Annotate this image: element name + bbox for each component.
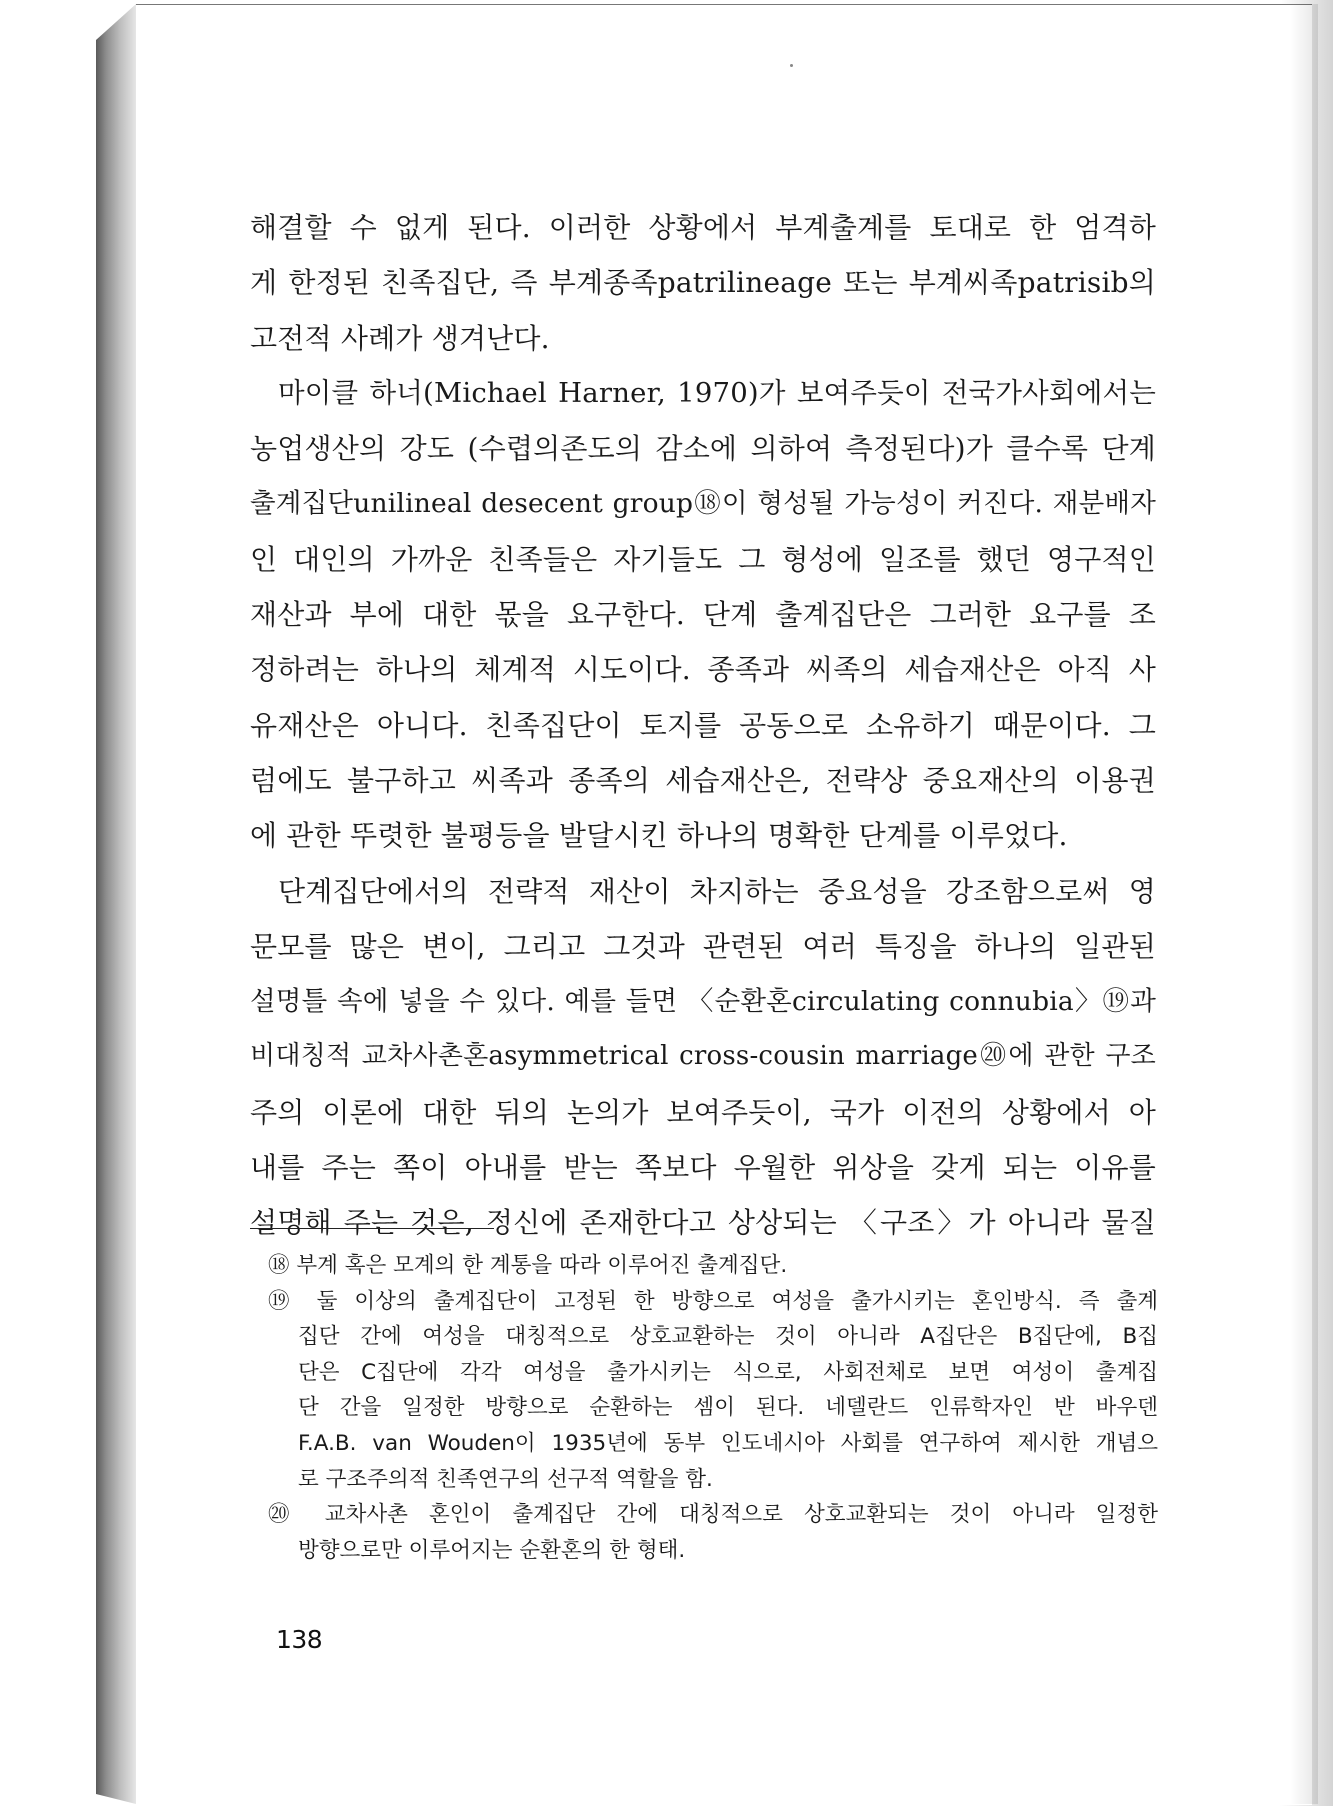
body-line: 고전적 사례가 생겨난다. (250, 321, 550, 355)
body-line: 게 한정된 친족집단, 즉 부계종족patrilineage 또는 부계씨족patrisib의 (250, 266, 1156, 300)
footnote-19-continuation: 로 구조주의적 친족연구의 선구적 역할을 함. (298, 1466, 713, 1492)
body-line: 단계집단에서의 전략적 재산이 차지하는 중요성을 강조함으로써 영 (278, 874, 1156, 908)
body-line: 설명틀 속에 넣을 수 있다. 예를 들면 〈순환혼circulating connubia〉⑲과 (250, 986, 1156, 1018)
body-line: 내를 주는 쪽이 아내를 받는 쪽보다 우월한 위상을 갖게 되는 이유를 (250, 1151, 1156, 1185)
book-spine-edge (96, 4, 136, 1804)
body-line: 정하려는 하나의 체계적 시도이다. 종족과 씨족의 세습재산은 아직 사 (250, 653, 1156, 687)
footnote-19-continuation: F.A.B. van Wouden이 1935년에 동부 인도네시아 사회를 연구하여 제시한 개념으 (298, 1430, 1158, 1456)
body-text (250, 200, 1156, 1251)
body-line: 비대칭적 교차사촌혼asymmetrical cross-cousin marriage⑳에 관한 구조 (250, 1041, 1156, 1072)
body-line: 인 대인의 가까운 친족들은 자기들도 그 형성에 일조를 했던 영구적인 (250, 542, 1156, 576)
body-line: 주의 이론에 대한 뒤의 논의가 보여주듯이, 국가 이전의 상황에서 아 (250, 1095, 1156, 1129)
page-number: 138 (276, 1625, 323, 1654)
body-line: 해결할 수 없게 된다. 이러한 상황에서 부계출계를 토대로 한 엄격하 (250, 211, 1156, 244)
body-line: 럼에도 불구하고 씨족과 종족의 세습재산은, 전략상 중요재산의 이용권 (250, 763, 1156, 797)
footnote-18: ⑱ 부계 혹은 모계의 한 계통을 따라 이루어진 출계집단. (268, 1253, 788, 1278)
footnote-20-continuation: 방향으로만 이루어지는 순환혼의 한 형태. (298, 1537, 686, 1563)
body-line: 문모를 많은 변이, 그리고 그것과 관련된 여러 특징을 하나의 일관된 (250, 929, 1156, 963)
body-line: 출계집단unilineal desecent group⑱이 형성될 가능성이 커진다. 재분배자 (250, 488, 1156, 520)
body-line: 유재산은 아니다. 친족집단이 토지를 공동으로 소유하기 때문이다. 그 (250, 708, 1156, 742)
body-line: 재산과 부에 대한 몫을 요구한다. 단계 출계집단은 그러한 요구를 조 (250, 598, 1156, 632)
body-line: 에 관한 뚜렷한 불평등을 발달시킨 하나의 명확한 단계를 이루었다. (250, 819, 1068, 853)
footnotes (268, 1248, 1158, 1568)
body-line: 설명해 주는 것은, 정신에 존재한다고 상상되는 〈구조〉가 아니라 물질 (250, 1206, 1156, 1240)
body-line: 마이클 하너(Michael Harner, 1970)가 보여주듯이 전국가사회에서는 (278, 376, 1156, 409)
page-shadow (1290, 4, 1318, 1804)
footnote-19: ⑲ 둘 이상의 출계집단이 고정된 한 방향으로 여성을 출가시키는 혼인방식. 즉 출계 (268, 1288, 1158, 1314)
footnote-19-continuation: 단은 C집단에 각각 여성을 출가시키는 식으로, 사회전체로 보면 여성이 출계집 (298, 1359, 1158, 1385)
footnote-19-continuation: 단 간을 일정한 방향으로 순환하는 셈이 된다. 네델란드 인류학자인 반 바우덴 (298, 1395, 1158, 1421)
footnote-20: ⑳ 교차사촌 혼인이 출계집단 간에 대칭적으로 상호교환되는 것이 아니라 일정한 (268, 1502, 1158, 1528)
body-line: 농업생산의 강도 (수렵의존도의 감소에 의하여 측정된다)가 클수록 단계 (250, 432, 1156, 466)
footnote-19-continuation: 집단 간에 여성을 대칭적으로 상호교환하는 것이 아니라 A집단은 B집단에, B집 (298, 1324, 1158, 1350)
dust-speck (790, 64, 793, 67)
footnote-separator (250, 1228, 494, 1229)
